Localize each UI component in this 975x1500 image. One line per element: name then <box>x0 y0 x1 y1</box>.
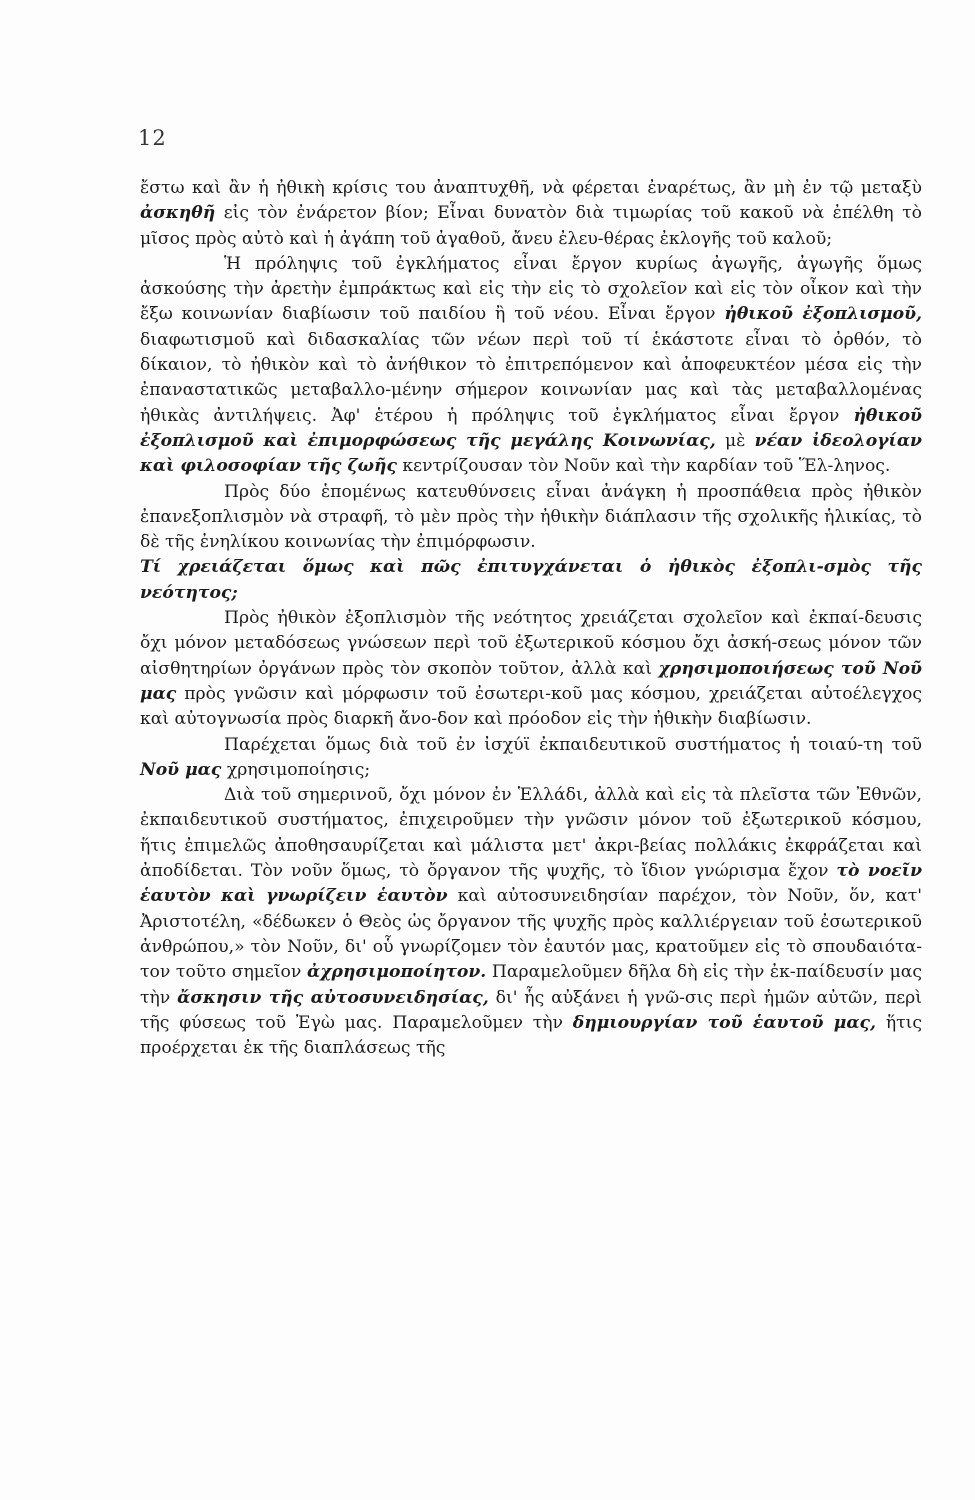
paragraph-6 <box>140 783 922 1061</box>
text-run: Παρέχεται ὅμως διὰ τοῦ ἐν ἰσχύϊ ἐκπαιδευτικοῦ συστήματος ἡ τοιαύ-τη τοῦ <box>224 734 922 755</box>
emphasis: ἄσκησιν τῆς αὐτοσυνειδησίας, <box>177 987 489 1008</box>
text-run: κεντρίζουσαν τὸν Νοῦν καὶ τὴν καρδίαν τοῦ Ἕλ-ληνος. <box>396 456 891 477</box>
paragraph-1 <box>140 176 922 252</box>
text-run: καὶ αὐτοσυνειδησίαν παρέχον, τὸν Νοῦν, ὅν, κατ' Ἀριστοτέλη, «δέδωκεν ὁ Θεὸς ὡς ὄργανον τῆς ψυχῆς πρὸς καλλιέργειαν τοῦ ἐσωτερικοῦ ἀνθρώπου,» τὸν Νοῦν, δι' οὗ γνωρίζομεν τὸν ἑαυτόν μας, κρατοῦμεν εἰς τὸ σπουδαιότα-τον τοῦτο σημεῖον <box>140 886 922 983</box>
section-heading: Τί χρειάζεται ὅμως καὶ πῶς ἐπιτυγχάνεται ὁ ἠθικὸς ἐξοπλι-σμὸς τῆς νεότητος; <box>140 557 922 603</box>
emphasis: Νοῦ μας <box>140 759 222 780</box>
text-run: μὲ <box>715 430 755 451</box>
paragraph-2 <box>140 252 922 480</box>
text-run: ἥτις προέρχεται ἐκ τῆς διαπλάσεως τῆς <box>140 1012 922 1059</box>
text-run: ἔστω καὶ ἂν ἡ ἠθικὴ κρίσις του ἀναπτυχθῆ, νὰ φέρεται ἐναρέτως, ἂν μὴ ἐν τῷ μεταξὺ <box>140 178 922 198</box>
emphasis: ἀσκηθῆ <box>140 203 216 224</box>
text-run: Διὰ τοῦ σημερινοῦ, ὄχι μόνον ἐν Ἑλλάδι, ἀλλὰ καὶ εἰς τὰ πλεῖστα τῶν Ἐθνῶν, ἐκπαιδευτικοῦ συστήματος, ἐπιχειροῦμεν τὴν γνῶσιν μόνον τοῦ ἐξωτερικοῦ κόσμου, ἥτις ἐπιμελῶς ἀποθησαυρίζεται καὶ μάλιστα μετ' ἀκρι-βείας πολλάκις ἐκφράζεται καὶ ἀποδίδεται. Τὸν νοῦν ὅμως, τὸ ὄργανον τῆς ψυχῆς, τὸ ἴδιον γνώρισμα ἔχον <box>140 785 922 882</box>
page-number: 12 <box>138 126 167 150</box>
emphasis: δημιουργίαν τοῦ ἑαυτοῦ μας, <box>572 1012 877 1033</box>
paragraph-4 <box>140 606 922 732</box>
emphasis: ἠθικοῦ ἐξοπλισμοῦ, <box>724 304 923 325</box>
text-run: πρὸς γνῶσιν καὶ μόρφωσιν τοῦ ἐσωτερι-κοῦ μας κόσμου, χρειάζεται αὐτοέλεγχος καὶ αὐτογνωσία πρὸς διαρκῆ ἄνο-δον καὶ πρόοδον εἰς τὴν ἠθικὴν διαβίωσιν. <box>140 683 922 730</box>
emphasis: νέαν ἰδεολογίαν καὶ φιλοσοφίαν τῆς ζωῆς <box>140 430 922 477</box>
paragraph-5 <box>140 733 922 784</box>
text-run: εἰς τὸν ἐνάρετον βίον; Εἶναι δυνατὸν διὰ τιμωρίας τοῦ κακοῦ νὰ ἐπέλθη τὸ μῖσος πρὸς αὐτὸ καὶ ἡ ἀγάπη τοῦ ἀγαθοῦ, ἄνευ ἐλευ-θέρας ἐκλογῆς τοῦ καλοῦ; <box>140 203 922 249</box>
paragraph-3 <box>140 480 922 556</box>
body-text <box>140 176 922 1061</box>
emphasis: ἀχρησιμοποίητον. <box>306 962 487 983</box>
emphasis: ἠθικοῦ ἐξοπλισμοῦ καὶ ἐπιμορφώσεως τῆς μεγάλης Κοινωνίας, <box>140 405 922 451</box>
text-run: διαφωτισμοῦ καὶ διδασκαλίας τῶν νέων περὶ τοῦ τί ἑκάστοτε εἶναι τὸ ὀρθόν, τὸ δίκαιον, τὸ ἠθικὸν καὶ τὸ ἀνήθικον τὸ ἐπιτρεπόμενον καὶ ἀποφευκτέον μέσα εἰς τὴν ἐπαναστατικῶς μεταβαλλο-μένην σήμερον κοινωνίαν μας καὶ τὰς μεταβαλλομένας ἠθικὰς ἀντιλήψεις. Ἀφ' ἑτέρου ἡ πρόληψις τοῦ ἐγκλήματος εἶναι ἔργον <box>140 329 922 426</box>
text-run: Πρὸς ἠθικὸν ἐξοπλισμὸν τῆς νεότητος χρειάζεται σχολεῖον καὶ ἐκπαί-δευσις ὄχι μόνον μεταδόσεως γνώσεων περὶ τοῦ ἐξωτερικοῦ κόσμου ὄχι ἀσκή-σεως μόνον τῶν αἰσθητηρίων ὀργάνων πρὸς τὸν σκοπὸν τοῦτον, ἀλλὰ καὶ <box>140 608 922 679</box>
emphasis: χρησιμοποιήσεως τοῦ Νοῦ μας <box>140 658 922 704</box>
text-run: χρησιμοποίησις; <box>221 759 371 780</box>
emphasis: τὸ νοεῖν ἑαυτὸν καὶ γνωρίζειν ἑαυτὸν <box>140 861 922 907</box>
text-run: Πρὸς δύο ἑπομένως κατευθύνσεις εἶναι ἀνάγκη ἡ προσπάθεια πρὸς ἠθικὸν ἐπανεξοπλισμὸν νὰ στραφῆ, τὸ μὲν πρὸς τὴν ἠθικὴν διάπλασιν τῆς σχολικῆς ἡλικίας, τὸ δὲ τῆς ἐνηλίκου κοινωνίας τὴν ἐπιμόρφωσιν. <box>140 481 922 553</box>
text-run: Ἡ πρόληψις τοῦ ἐγκλήματος εἶναι ἔργον κυρίως ἀγωγῆς, ἀγωγῆς ὅμως ἀσκούσης τὴν ἀρετὴν ἐμπράκτως καὶ εἰς τὴν εἰς τὸ σχολεῖον καὶ εἰς τὸν οἶκον καὶ τὴν ἔξω κοινωνίαν διαβίωσιν τοῦ παιδίου ἢ τοῦ νέου. Εἶναι ἔργον <box>140 253 922 325</box>
text-run: δι' ἧς αὐξάνει ἡ γνῶ-σις περὶ ἡμῶν αὐτῶν, περὶ τῆς φύσεως τοῦ Ἐγὼ μας. Παραμελοῦμεν τὴν <box>140 987 923 1033</box>
text-run: Παραμελοῦμεν δῆλα δὴ εἰς τὴν ἐκ-παίδευσίν μας τὴν <box>140 962 922 1008</box>
